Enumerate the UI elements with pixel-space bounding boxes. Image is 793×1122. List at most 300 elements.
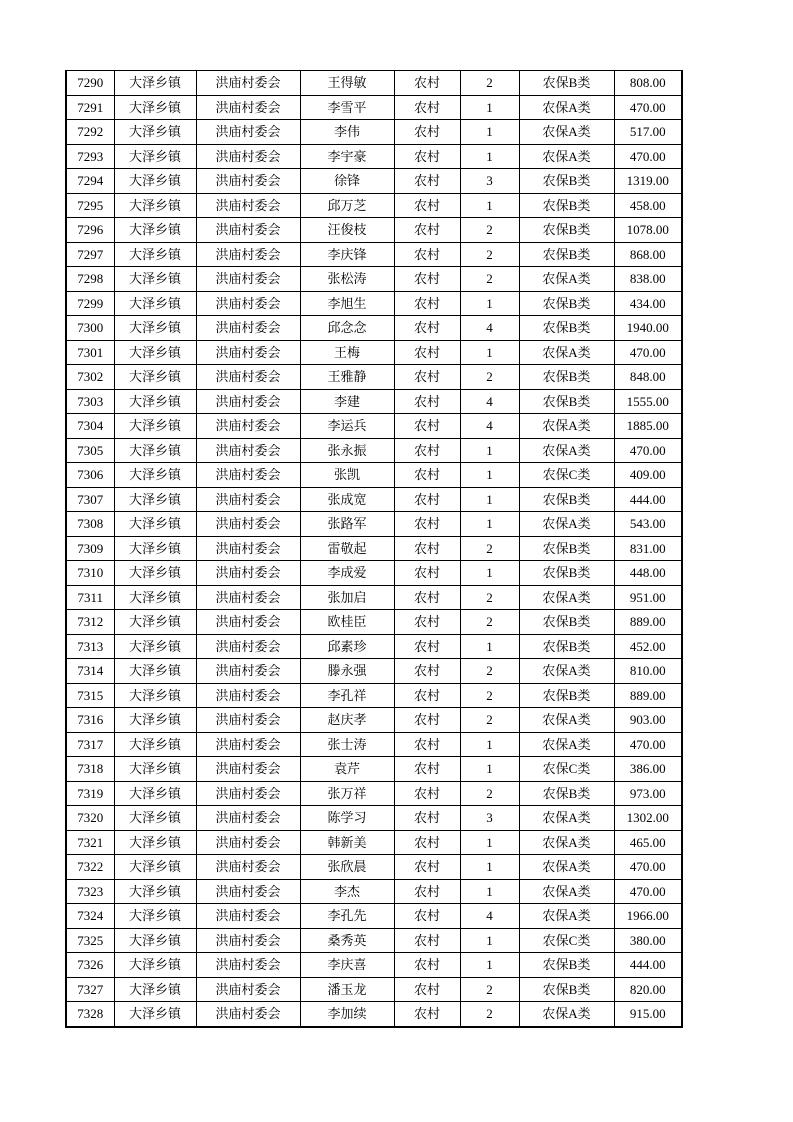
cell-village-committee: 洪庙村委会 <box>196 977 300 1002</box>
table-row <box>66 120 682 145</box>
cell-insurance-category: 农保A类 <box>519 438 614 463</box>
cell-amount: 380.00 <box>614 928 682 953</box>
cell-person-count: 2 <box>460 365 519 390</box>
table-row <box>66 977 682 1002</box>
cell-household-type: 农村 <box>394 414 460 439</box>
cell-township: 大泽乡镇 <box>114 291 196 316</box>
cell-township: 大泽乡镇 <box>114 683 196 708</box>
cell-household-type: 农村 <box>394 806 460 831</box>
cell-serial-number: 7300 <box>66 316 114 341</box>
cell-amount: 465.00 <box>614 830 682 855</box>
cell-person-name: 张加启 <box>300 585 394 610</box>
cell-person-count: 1 <box>460 855 519 880</box>
cell-amount: 1966.00 <box>614 904 682 929</box>
table-row <box>66 144 682 169</box>
cell-village-committee: 洪庙村委会 <box>196 463 300 488</box>
cell-person-name: 李加续 <box>300 1002 394 1027</box>
table-row <box>66 242 682 267</box>
table-row <box>66 193 682 218</box>
cell-household-type: 农村 <box>394 389 460 414</box>
cell-person-count: 1 <box>460 561 519 586</box>
cell-serial-number: 7311 <box>66 585 114 610</box>
cell-person-count: 1 <box>460 438 519 463</box>
cell-village-committee: 洪庙村委会 <box>196 95 300 120</box>
cell-serial-number: 7327 <box>66 977 114 1002</box>
cell-person-name: 李伟 <box>300 120 394 145</box>
cell-person-name: 邱素珍 <box>300 634 394 659</box>
cell-village-committee: 洪庙村委会 <box>196 512 300 537</box>
table-row <box>66 683 682 708</box>
cell-village-committee: 洪庙村委会 <box>196 610 300 635</box>
cell-serial-number: 7298 <box>66 267 114 292</box>
cell-serial-number: 7307 <box>66 487 114 512</box>
cell-township: 大泽乡镇 <box>114 659 196 684</box>
cell-person-name: 张永振 <box>300 438 394 463</box>
cell-person-name: 王雅静 <box>300 365 394 390</box>
cell-person-count: 2 <box>460 242 519 267</box>
cell-township: 大泽乡镇 <box>114 536 196 561</box>
cell-person-name: 李宇豪 <box>300 144 394 169</box>
cell-person-name: 张欣晨 <box>300 855 394 880</box>
cell-serial-number: 7323 <box>66 879 114 904</box>
cell-amount: 543.00 <box>614 512 682 537</box>
cell-township: 大泽乡镇 <box>114 855 196 880</box>
cell-insurance-category: 农保A类 <box>519 855 614 880</box>
cell-village-committee: 洪庙村委会 <box>196 267 300 292</box>
cell-household-type: 农村 <box>394 463 460 488</box>
cell-amount: 444.00 <box>614 487 682 512</box>
cell-person-name: 张万祥 <box>300 781 394 806</box>
cell-township: 大泽乡镇 <box>114 71 196 96</box>
cell-household-type: 农村 <box>394 757 460 782</box>
cell-township: 大泽乡镇 <box>114 953 196 978</box>
cell-serial-number: 7319 <box>66 781 114 806</box>
cell-serial-number: 7315 <box>66 683 114 708</box>
cell-person-count: 3 <box>460 806 519 831</box>
cell-insurance-category: 农保A类 <box>519 659 614 684</box>
cell-insurance-category: 农保A类 <box>519 414 614 439</box>
cell-township: 大泽乡镇 <box>114 610 196 635</box>
cell-household-type: 农村 <box>394 267 460 292</box>
cell-serial-number: 7306 <box>66 463 114 488</box>
cell-insurance-category: 农保A类 <box>519 512 614 537</box>
cell-person-name: 李庆锋 <box>300 242 394 267</box>
cell-person-count: 2 <box>460 610 519 635</box>
cell-household-type: 农村 <box>394 879 460 904</box>
cell-household-type: 农村 <box>394 830 460 855</box>
cell-serial-number: 7299 <box>66 291 114 316</box>
cell-insurance-category: 农保B类 <box>519 365 614 390</box>
cell-serial-number: 7303 <box>66 389 114 414</box>
cell-village-committee: 洪庙村委会 <box>196 1002 300 1027</box>
cell-township: 大泽乡镇 <box>114 634 196 659</box>
cell-amount: 889.00 <box>614 610 682 635</box>
table-row <box>66 487 682 512</box>
cell-household-type: 农村 <box>394 438 460 463</box>
cell-person-count: 1 <box>460 144 519 169</box>
cell-amount: 444.00 <box>614 953 682 978</box>
cell-village-committee: 洪庙村委会 <box>196 659 300 684</box>
cell-insurance-category: 农保B类 <box>519 316 614 341</box>
cell-household-type: 农村 <box>394 683 460 708</box>
cell-village-committee: 洪庙村委会 <box>196 634 300 659</box>
cell-serial-number: 7318 <box>66 757 114 782</box>
cell-village-committee: 洪庙村委会 <box>196 438 300 463</box>
cell-amount: 470.00 <box>614 879 682 904</box>
cell-person-count: 4 <box>460 904 519 929</box>
cell-household-type: 农村 <box>394 904 460 929</box>
cell-township: 大泽乡镇 <box>114 879 196 904</box>
cell-serial-number: 7313 <box>66 634 114 659</box>
cell-village-committee: 洪庙村委会 <box>196 242 300 267</box>
table-row <box>66 561 682 586</box>
cell-township: 大泽乡镇 <box>114 781 196 806</box>
cell-household-type: 农村 <box>394 71 460 96</box>
cell-person-name: 袁芹 <box>300 757 394 782</box>
table-row <box>66 71 682 96</box>
cell-person-name: 潘玉龙 <box>300 977 394 1002</box>
cell-household-type: 农村 <box>394 291 460 316</box>
cell-person-count: 2 <box>460 267 519 292</box>
cell-household-type: 农村 <box>394 120 460 145</box>
cell-amount: 470.00 <box>614 438 682 463</box>
cell-village-committee: 洪庙村委会 <box>196 291 300 316</box>
cell-insurance-category: 农保A类 <box>519 144 614 169</box>
cell-insurance-category: 农保B类 <box>519 291 614 316</box>
cell-township: 大泽乡镇 <box>114 757 196 782</box>
cell-village-committee: 洪庙村委会 <box>196 144 300 169</box>
cell-amount: 838.00 <box>614 267 682 292</box>
cell-person-count: 1 <box>460 120 519 145</box>
table-row <box>66 953 682 978</box>
cell-village-committee: 洪庙村委会 <box>196 683 300 708</box>
cell-village-committee: 洪庙村委会 <box>196 487 300 512</box>
cell-insurance-category: 农保B类 <box>519 977 614 1002</box>
cell-insurance-category: 农保B类 <box>519 536 614 561</box>
cell-household-type: 农村 <box>394 928 460 953</box>
table-row <box>66 218 682 243</box>
table-row <box>66 512 682 537</box>
cell-serial-number: 7304 <box>66 414 114 439</box>
cell-insurance-category: 农保A类 <box>519 95 614 120</box>
cell-person-count: 1 <box>460 732 519 757</box>
cell-person-name: 王梅 <box>300 340 394 365</box>
table-row <box>66 610 682 635</box>
cell-serial-number: 7297 <box>66 242 114 267</box>
cell-household-type: 农村 <box>394 610 460 635</box>
cell-township: 大泽乡镇 <box>114 830 196 855</box>
cell-household-type: 农村 <box>394 242 460 267</box>
cell-person-count: 3 <box>460 169 519 194</box>
cell-person-count: 1 <box>460 291 519 316</box>
cell-person-name: 李雪平 <box>300 95 394 120</box>
cell-insurance-category: 农保A类 <box>519 879 614 904</box>
cell-person-count: 1 <box>460 928 519 953</box>
cell-village-committee: 洪庙村委会 <box>196 193 300 218</box>
cell-amount: 448.00 <box>614 561 682 586</box>
cell-township: 大泽乡镇 <box>114 806 196 831</box>
cell-person-count: 2 <box>460 781 519 806</box>
cell-amount: 1302.00 <box>614 806 682 831</box>
table-row <box>66 340 682 365</box>
cell-serial-number: 7324 <box>66 904 114 929</box>
cell-village-committee: 洪庙村委会 <box>196 781 300 806</box>
cell-serial-number: 7293 <box>66 144 114 169</box>
cell-village-committee: 洪庙村委会 <box>196 855 300 880</box>
cell-serial-number: 7314 <box>66 659 114 684</box>
cell-person-count: 4 <box>460 414 519 439</box>
cell-serial-number: 7316 <box>66 708 114 733</box>
cell-insurance-category: 农保B类 <box>519 487 614 512</box>
cell-township: 大泽乡镇 <box>114 732 196 757</box>
table-row <box>66 316 682 341</box>
cell-insurance-category: 农保B类 <box>519 781 614 806</box>
cell-township: 大泽乡镇 <box>114 708 196 733</box>
cell-person-name: 李运兵 <box>300 414 394 439</box>
cell-township: 大泽乡镇 <box>114 904 196 929</box>
cell-township: 大泽乡镇 <box>114 585 196 610</box>
cell-person-name: 滕永强 <box>300 659 394 684</box>
cell-amount: 517.00 <box>614 120 682 145</box>
cell-person-count: 2 <box>460 71 519 96</box>
cell-serial-number: 7302 <box>66 365 114 390</box>
cell-village-committee: 洪庙村委会 <box>196 928 300 953</box>
cell-person-count: 1 <box>460 463 519 488</box>
cell-insurance-category: 农保B类 <box>519 71 614 96</box>
cell-village-committee: 洪庙村委会 <box>196 879 300 904</box>
cell-person-count: 1 <box>460 487 519 512</box>
cell-household-type: 农村 <box>394 953 460 978</box>
cell-person-count: 2 <box>460 218 519 243</box>
cell-serial-number: 7290 <box>66 71 114 96</box>
table-row <box>66 414 682 439</box>
cell-amount: 820.00 <box>614 977 682 1002</box>
cell-person-count: 1 <box>460 830 519 855</box>
cell-person-count: 1 <box>460 95 519 120</box>
table-row <box>66 732 682 757</box>
cell-township: 大泽乡镇 <box>114 1002 196 1027</box>
table-row <box>66 830 682 855</box>
cell-serial-number: 7309 <box>66 536 114 561</box>
table-row <box>66 806 682 831</box>
cell-person-count: 2 <box>460 1002 519 1027</box>
cell-insurance-category: 农保A类 <box>519 830 614 855</box>
cell-household-type: 农村 <box>394 634 460 659</box>
cell-township: 大泽乡镇 <box>114 242 196 267</box>
cell-insurance-category: 农保A类 <box>519 585 614 610</box>
cell-serial-number: 7296 <box>66 218 114 243</box>
cell-township: 大泽乡镇 <box>114 169 196 194</box>
cell-insurance-category: 农保A类 <box>519 904 614 929</box>
cell-person-count: 2 <box>460 585 519 610</box>
cell-amount: 903.00 <box>614 708 682 733</box>
table-row <box>66 585 682 610</box>
cell-person-name: 张路军 <box>300 512 394 537</box>
cell-amount: 868.00 <box>614 242 682 267</box>
cell-person-count: 1 <box>460 512 519 537</box>
cell-township: 大泽乡镇 <box>114 144 196 169</box>
cell-person-name: 李庆喜 <box>300 953 394 978</box>
cell-insurance-category: 农保B类 <box>519 634 614 659</box>
cell-township: 大泽乡镇 <box>114 120 196 145</box>
cell-village-committee: 洪庙村委会 <box>196 732 300 757</box>
cell-serial-number: 7322 <box>66 855 114 880</box>
cell-township: 大泽乡镇 <box>114 340 196 365</box>
cell-village-committee: 洪庙村委会 <box>196 585 300 610</box>
cell-village-committee: 洪庙村委会 <box>196 365 300 390</box>
cell-household-type: 农村 <box>394 659 460 684</box>
cell-household-type: 农村 <box>394 977 460 1002</box>
cell-serial-number: 7301 <box>66 340 114 365</box>
cell-insurance-category: 农保B类 <box>519 683 614 708</box>
cell-serial-number: 7292 <box>66 120 114 145</box>
cell-person-name: 李杰 <box>300 879 394 904</box>
cell-serial-number: 7325 <box>66 928 114 953</box>
cell-person-count: 2 <box>460 977 519 1002</box>
cell-serial-number: 7294 <box>66 169 114 194</box>
cell-person-name: 韩新美 <box>300 830 394 855</box>
cell-household-type: 农村 <box>394 95 460 120</box>
cell-household-type: 农村 <box>394 585 460 610</box>
table-row <box>66 291 682 316</box>
cell-village-committee: 洪庙村委会 <box>196 218 300 243</box>
cell-household-type: 农村 <box>394 561 460 586</box>
cell-person-name: 张凯 <box>300 463 394 488</box>
cell-household-type: 农村 <box>394 169 460 194</box>
cell-serial-number: 7308 <box>66 512 114 537</box>
cell-amount: 386.00 <box>614 757 682 782</box>
table-row <box>66 757 682 782</box>
table-row <box>66 267 682 292</box>
table-row <box>66 463 682 488</box>
cell-amount: 848.00 <box>614 365 682 390</box>
cell-insurance-category: 农保A类 <box>519 120 614 145</box>
cell-serial-number: 7321 <box>66 830 114 855</box>
table-row <box>66 879 682 904</box>
cell-household-type: 农村 <box>394 536 460 561</box>
cell-village-committee: 洪庙村委会 <box>196 414 300 439</box>
cell-amount: 470.00 <box>614 855 682 880</box>
cell-person-name: 欧桂臣 <box>300 610 394 635</box>
cell-village-committee: 洪庙村委会 <box>196 536 300 561</box>
cell-person-name: 李孔先 <box>300 904 394 929</box>
cell-insurance-category: 农保B类 <box>519 218 614 243</box>
cell-household-type: 农村 <box>394 855 460 880</box>
cell-amount: 1885.00 <box>614 414 682 439</box>
cell-amount: 808.00 <box>614 71 682 96</box>
table-row <box>66 781 682 806</box>
cell-insurance-category: 农保B类 <box>519 610 614 635</box>
cell-insurance-category: 农保B类 <box>519 561 614 586</box>
cell-village-committee: 洪庙村委会 <box>196 120 300 145</box>
cell-village-committee: 洪庙村委会 <box>196 169 300 194</box>
cell-village-committee: 洪庙村委会 <box>196 708 300 733</box>
cell-township: 大泽乡镇 <box>114 267 196 292</box>
cell-township: 大泽乡镇 <box>114 365 196 390</box>
cell-amount: 409.00 <box>614 463 682 488</box>
cell-serial-number: 7320 <box>66 806 114 831</box>
table-row <box>66 855 682 880</box>
table-row <box>66 438 682 463</box>
cell-person-count: 2 <box>460 659 519 684</box>
cell-insurance-category: 农保B类 <box>519 193 614 218</box>
cell-insurance-category: 农保B类 <box>519 953 614 978</box>
cell-person-name: 张士涛 <box>300 732 394 757</box>
cell-amount: 452.00 <box>614 634 682 659</box>
cell-amount: 951.00 <box>614 585 682 610</box>
cell-township: 大泽乡镇 <box>114 561 196 586</box>
cell-village-committee: 洪庙村委会 <box>196 561 300 586</box>
cell-person-count: 2 <box>460 708 519 733</box>
table-row <box>66 904 682 929</box>
table-body <box>66 71 682 1027</box>
cell-person-count: 1 <box>460 340 519 365</box>
cell-person-name: 陈学习 <box>300 806 394 831</box>
cell-person-name: 徐锋 <box>300 169 394 194</box>
cell-household-type: 农村 <box>394 340 460 365</box>
cell-serial-number: 7328 <box>66 1002 114 1027</box>
cell-serial-number: 7310 <box>66 561 114 586</box>
cell-township: 大泽乡镇 <box>114 977 196 1002</box>
cell-person-count: 1 <box>460 193 519 218</box>
cell-person-name: 李孔祥 <box>300 683 394 708</box>
cell-amount: 1319.00 <box>614 169 682 194</box>
cell-person-name: 李成爱 <box>300 561 394 586</box>
cell-amount: 1078.00 <box>614 218 682 243</box>
table-row <box>66 659 682 684</box>
cell-person-count: 4 <box>460 389 519 414</box>
cell-village-committee: 洪庙村委会 <box>196 316 300 341</box>
cell-person-count: 2 <box>460 683 519 708</box>
cell-person-count: 1 <box>460 879 519 904</box>
cell-amount: 889.00 <box>614 683 682 708</box>
cell-township: 大泽乡镇 <box>114 218 196 243</box>
cell-amount: 973.00 <box>614 781 682 806</box>
cell-insurance-category: 农保A类 <box>519 340 614 365</box>
cell-insurance-category: 农保A类 <box>519 267 614 292</box>
cell-village-committee: 洪庙村委会 <box>196 830 300 855</box>
cell-amount: 470.00 <box>614 95 682 120</box>
cell-person-name: 张松涛 <box>300 267 394 292</box>
cell-person-name: 桑秀英 <box>300 928 394 953</box>
cell-amount: 470.00 <box>614 144 682 169</box>
cell-township: 大泽乡镇 <box>114 316 196 341</box>
cell-village-committee: 洪庙村委会 <box>196 953 300 978</box>
cell-person-name: 邱念念 <box>300 316 394 341</box>
cell-amount: 1940.00 <box>614 316 682 341</box>
cell-township: 大泽乡镇 <box>114 463 196 488</box>
cell-insurance-category: 农保B类 <box>519 169 614 194</box>
cell-insurance-category: 农保C类 <box>519 928 614 953</box>
cell-amount: 1555.00 <box>614 389 682 414</box>
cell-person-count: 2 <box>460 536 519 561</box>
cell-serial-number: 7295 <box>66 193 114 218</box>
cell-serial-number: 7305 <box>66 438 114 463</box>
cell-insurance-category: 农保A类 <box>519 806 614 831</box>
cell-township: 大泽乡镇 <box>114 487 196 512</box>
cell-household-type: 农村 <box>394 365 460 390</box>
table-row <box>66 169 682 194</box>
table-row <box>66 708 682 733</box>
cell-household-type: 农村 <box>394 487 460 512</box>
cell-village-committee: 洪庙村委会 <box>196 806 300 831</box>
cell-township: 大泽乡镇 <box>114 928 196 953</box>
cell-person-name: 李旭生 <box>300 291 394 316</box>
cell-person-name: 汪俊枝 <box>300 218 394 243</box>
cell-serial-number: 7326 <box>66 953 114 978</box>
table-row <box>66 634 682 659</box>
cell-household-type: 农村 <box>394 218 460 243</box>
